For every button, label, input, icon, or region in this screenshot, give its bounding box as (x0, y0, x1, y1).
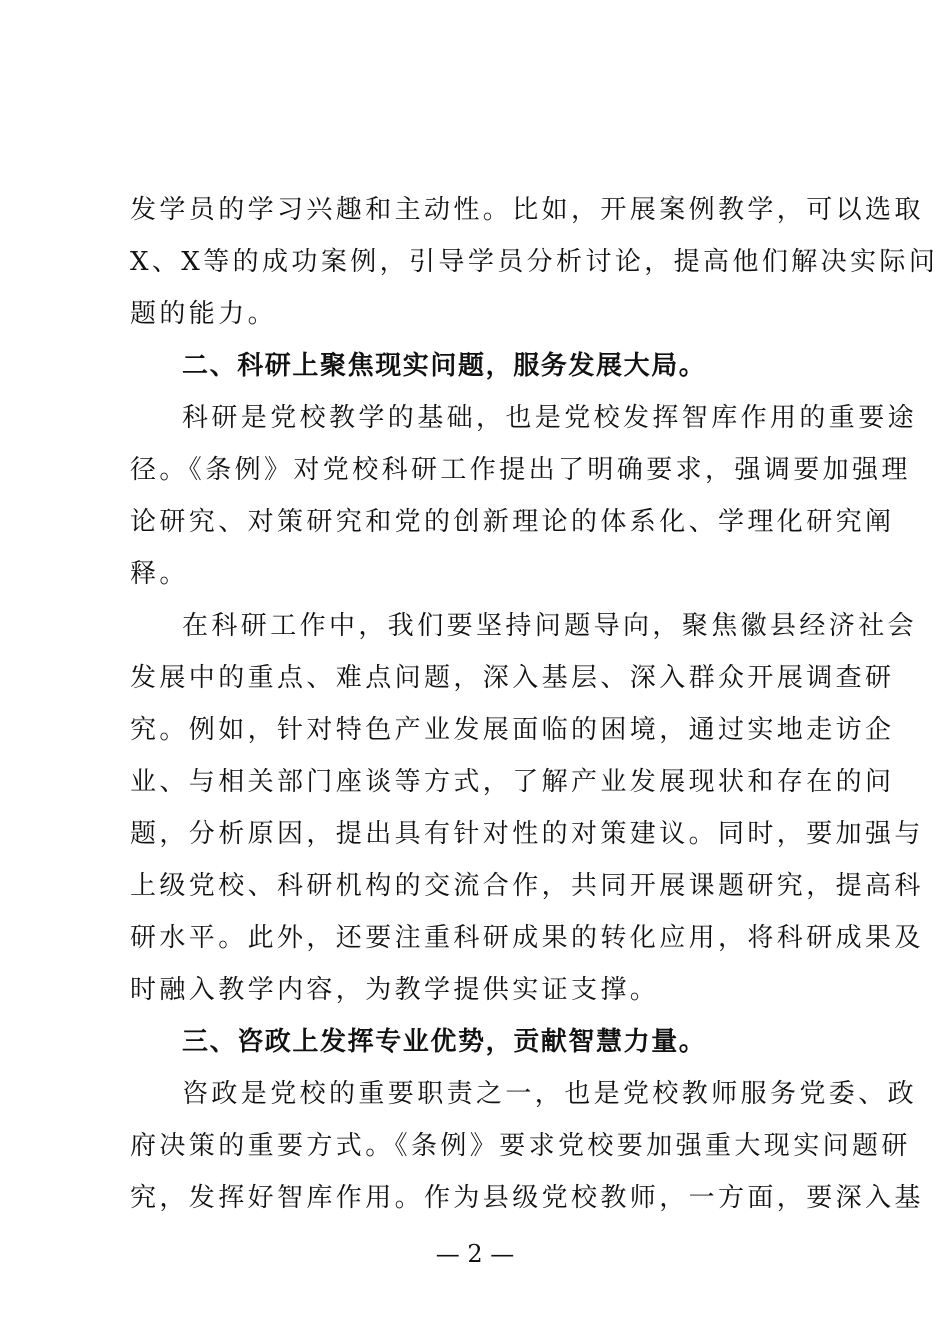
body-line: 发学员的学习兴趣和主动性。比如，开展案例教学，可以选取 (130, 195, 924, 225)
body-line: 论研究、对策研究和党的创新理论的体系化、学理化研究阐 (130, 507, 895, 537)
body-line: 题的能力。 (130, 299, 278, 329)
body-line: 时融入教学内容，为教学提供实证支撑。 (130, 975, 660, 1005)
body-line: 业、与相关部门座谈等方式，了解产业发展现状和存在的问 (130, 767, 895, 797)
section-heading: 二、科研上聚焦现实问题，服务发展大局。 (182, 351, 707, 381)
paragraph-first-line: 在科研工作中，我们要坚持问题导向，聚焦徽县经济社会 (182, 611, 918, 641)
body-line: 发展中的重点、难点问题，深入基层、深入群众开展调查研 (130, 663, 895, 693)
body-line: 题，分析原因，提出具有针对性的对策建议。同时，要加强与 (130, 819, 924, 849)
body-line: 释。 (130, 559, 189, 589)
document-body (130, 184, 939, 1224)
body-line: 究，发挥好智库作用。作为县级党校教师，一方面，要深入基 (130, 1183, 924, 1213)
body-line: 究。例如，针对特色产业发展面临的困境，通过实地走访企 (130, 715, 895, 745)
body-line: 府决策的重要方式。《条例》要求党校要加强重大现实问题研 (130, 1131, 911, 1161)
paragraph-first-line: 科研是党校教学的基础，也是党校发挥智库作用的重要途 (182, 403, 918, 433)
body-line: 研水平。此外，还要注重科研成果的转化应用，将科研成果及 (130, 923, 924, 953)
page-number: — 2 — (435, 1240, 515, 1268)
body-line: 径。《条例》对党校科研工作提出了明确要求，强调要加强理 (130, 455, 911, 485)
paragraph-first-line: 咨政是党校的重要职责之一，也是党校教师服务党委、政 (182, 1079, 918, 1109)
body-line: 上级党校、科研机构的交流合作，共同开展课题研究，提高科 (130, 871, 924, 901)
section-heading: 三、咨政上发挥专业优势，贡献智慧力量。 (182, 1027, 707, 1057)
body-line: X、X等的成功案例，引导学员分析讨论，提高他们解决实际问 (130, 247, 939, 277)
